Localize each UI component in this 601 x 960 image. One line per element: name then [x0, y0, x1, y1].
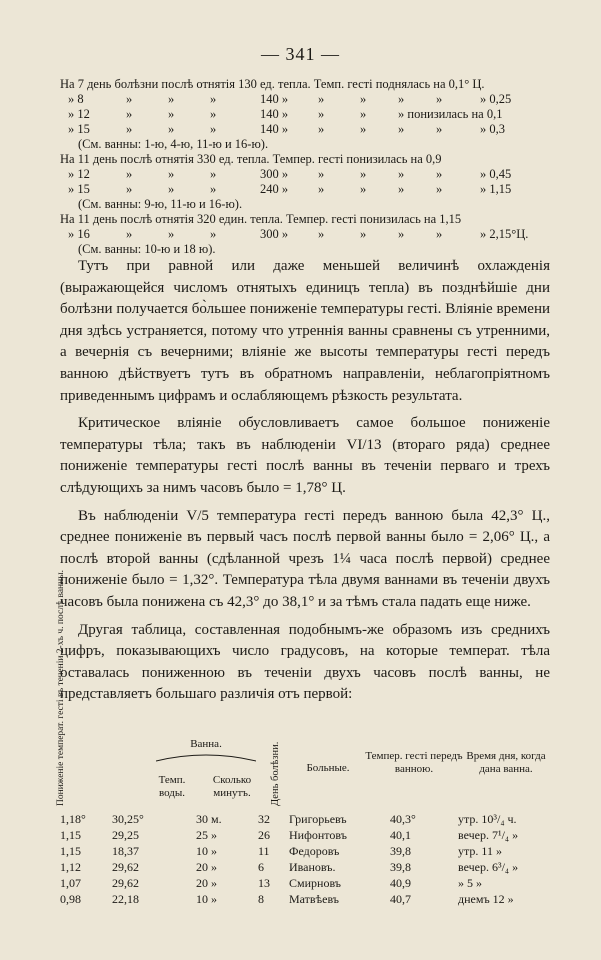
table-cell-water: 18,37 — [112, 844, 139, 858]
record-line: » 12 » » » 140 » » » » понизилась на 0,1 — [68, 107, 503, 121]
bath-brace-icon — [156, 754, 256, 762]
table-cell-day: 13 — [258, 876, 270, 890]
table-cell-name: Григорьевъ — [289, 812, 347, 826]
table-cell-time: вечер. 7¹/₄ » — [458, 828, 519, 842]
header-patients: Больные. — [306, 762, 350, 774]
table-cell-drop: 1,12 — [60, 860, 81, 874]
table-cell-min: 10 » — [196, 844, 217, 858]
table-cell-time: вечер. 6³/₄ » — [458, 860, 519, 874]
record-line: » 8 » » » 140 » » » » » » 0,25 — [68, 92, 512, 106]
table-cell-time: утр. 10³/₄ ч. — [458, 812, 517, 826]
header-water-temp: Темп. воды. — [158, 774, 186, 799]
record-note: (См. ванны: 1-ю, 4-ю, 11-ю и 16-ю). — [78, 137, 269, 151]
table-cell-drop: 1,15 — [60, 828, 81, 842]
body-text — [60, 256, 550, 706]
table-cell-drop: 1,15 — [60, 844, 81, 858]
record-note: (См. ванны: 9-ю, 11-ю и 16-ю). — [78, 197, 243, 211]
record-note: (См. ванны: 10-ю и 18 ю). — [78, 242, 216, 256]
bath-records-block — [60, 77, 550, 257]
header-time: Время дня, когда дана ванна. — [466, 750, 546, 775]
table-cell-pre: 39,8 — [390, 860, 411, 874]
table-cell-name: Ивановъ. — [289, 860, 336, 874]
record-line: На 7 день болѣзни послѣ отнятія 130 ед. тепла. Темп. гесті поднялась на 0,1° Ц. — [60, 77, 485, 91]
table-cell-pre: 40,3° — [390, 812, 416, 826]
table-cell-time: » 5 » — [458, 876, 482, 890]
page-number: — 341 — — [261, 44, 340, 64]
table-cell-drop: 0,98 — [60, 892, 81, 906]
table-cell-min: 25 » — [196, 828, 217, 842]
header-pre-temp: Темпер. гесті передъ ванною. — [365, 750, 463, 775]
table-cell-min: 20 » — [196, 876, 217, 890]
record-line: » 16 » » » 300 » » » » » » 2,15°Ц. — [68, 227, 529, 241]
table-cell-drop: 1,18° — [60, 812, 86, 826]
record-line: » 15 » » » 240 » » » » » » 1,15 — [68, 182, 512, 196]
header-drop: Пониженіе температ. гесті въ теченіи 2-хъ ч. послѣ ванны. — [56, 570, 66, 806]
table-cell-time: днемъ 12 » — [458, 892, 514, 906]
table-cell-time: утр. 11 » — [458, 844, 502, 858]
header-bath: Ванна. — [190, 738, 222, 750]
record-line: » 15 » » » 140 » » » » » » 0,3 — [68, 122, 505, 136]
record-line: На 11 день послѣ отнятія 330 ед. тепла. Темпер. гесті понизилась на 0,9 — [60, 152, 442, 166]
table-cell-drop: 1,07 — [60, 876, 81, 890]
table-cell-pre: 40,1 — [390, 828, 411, 842]
table-cell-name: Нифонтовъ — [289, 828, 347, 842]
table-cell-name: Матвѣевъ — [289, 892, 340, 906]
table-cell-pre: 40,9 — [390, 876, 411, 890]
header-day: День болѣзни. — [270, 741, 281, 806]
table-cell-day: 6 — [258, 860, 264, 874]
table-cell-pre: 40,7 — [390, 892, 411, 906]
table-cell-water: 29,25 — [112, 828, 139, 842]
table-cell-day: 26 — [258, 828, 270, 842]
table-cell-day: 32 — [258, 812, 270, 826]
table-cell-min: 10 » — [196, 892, 217, 906]
table-cell-water: 30,25° — [112, 812, 144, 826]
paragraph: Тутъ при равной или даже меньшей величинѣ охлажденія (выражающейся числомъ отнятыхъ единицъ тепла) въ позднѣйшіе дни болѣзни получается бо̀льшее пониженіе температуры гесті. Вліяніе времени дня здѣсь устраняется, потому что утреннія ванны сравнены съ утренними, а вечернія съ вечерними; вліяніе же высоты температуры гесті передъ ванною дѣйствуетъ тутъ въ обратномъ направленіи, неблагопріятномъ приведеннымъ цифрамъ и ослабляющемъ рѣзкость результата. — [60, 258, 550, 404]
record-line: На 11 день послѣ отнятія 320 един. тепла. Темпер. гесті понизилась на 1,15 — [60, 212, 462, 226]
paragraph: Въ наблюденіи V/5 температура гесті передъ ванною была 42,3° Ц., среднее пониженіе въ первый часъ послѣ первой ванны было = 2,06° Ц., а послѣ второй ванны (сдѣланной чрезъ 1¼ часа послѣ первой) среднее пониженіе было = 1,32°. Температура тѣла двумя ваннами въ теченіи двухъ часовъ была понижена съ 42,3° до 38,1° и за тѣмъ стала падать еще ниже. — [60, 507, 550, 610]
table-cell-water: 22,18 — [112, 892, 139, 906]
table-cell-min: 30 м. — [196, 812, 222, 826]
table-cell-pre: 39,8 — [390, 844, 411, 858]
paragraph: Критическое вліяніе обусловливаетъ самое большое пониженіе температуры тѣла; такъ въ наблюденіи VI/13 (втораго ряда) среднее пониженіе температуры гесті послѣ ванны въ теченіи перваго и трехъ слѣдующихъ за нимъ часовъ было = 1,78° Ц. — [60, 415, 550, 496]
table-cell-min: 20 » — [196, 860, 217, 874]
header-minutes: Сколько минутъ. — [212, 774, 252, 799]
record-line: » 12 » » » 300 » » » » » » 0,45 — [68, 167, 512, 181]
table-cell-water: 29,62 — [112, 860, 139, 874]
table-cell-name: Смирновъ — [289, 876, 342, 890]
table-cell-name: Федоровъ — [289, 844, 340, 858]
table-cell-day: 8 — [258, 892, 264, 906]
table-cell-water: 29,62 — [112, 876, 139, 890]
table-cell-day: 11 — [258, 844, 270, 858]
paragraph: Другая таблица, составленная подобнымъ-же образомъ изъ среднихъ цифръ, показывающихъ число градусовъ, на которые температ. тѣла оставалась пониженною въ теченіи двухъ часовъ послѣ ванны, не представляетъ большаго различія отъ первой: — [60, 621, 550, 703]
